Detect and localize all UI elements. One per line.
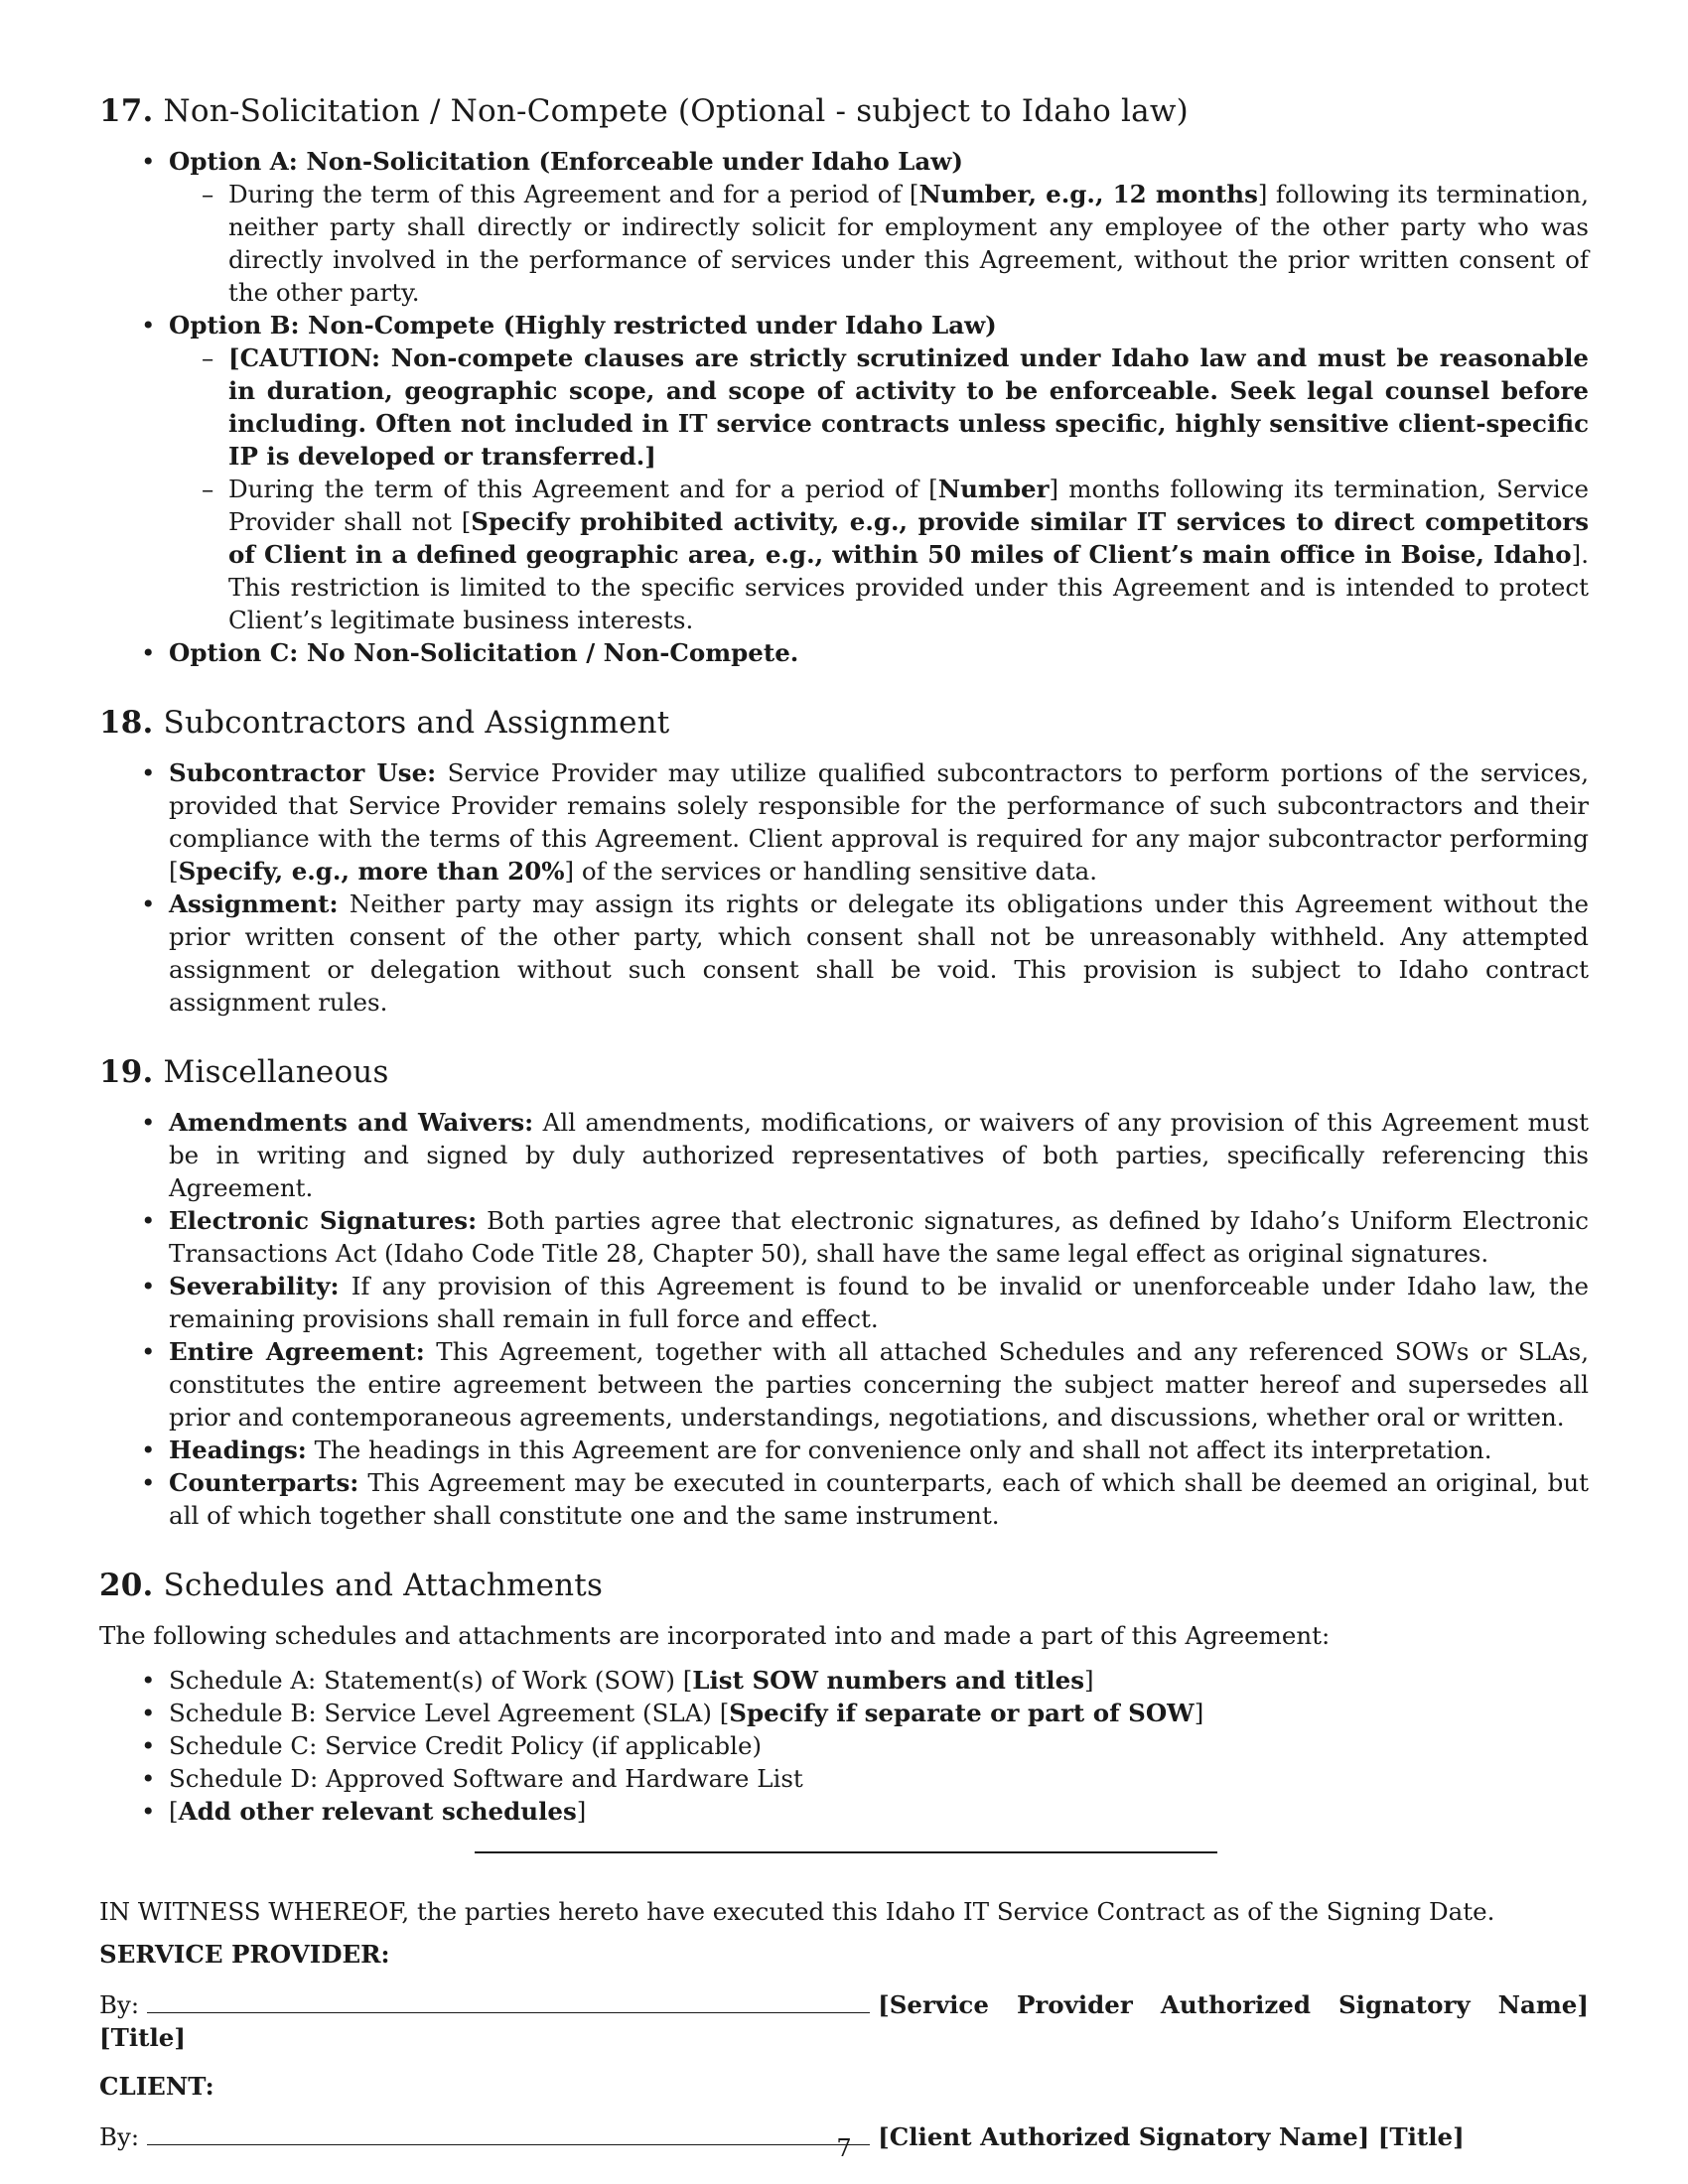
list-item: • Electronic Signatures: Both parties agree that electronic signatures, as defined by Idaho’s Uniform Electronic Transactions Act (Idaho Code Title 28, Chapter 50), shall have the same legal effect as original signatures. [169, 1204, 1589, 1270]
schedule-c: • Schedule C: Service Credit Policy (if applicable) [169, 1729, 1589, 1762]
option-a-label: Option A: Non-Solicitation (Enforceable under Idaho Law) [169, 147, 963, 176]
option-b-caution: – [CAUTION: Non-compete clauses are strictly scrutinized under Idaho law and must be reasonable in duration, geographic scope, and scope of activity to be enforceable. Seek legal counsel before including. Often not included in IT service contracts unless specific, highly sensitive client-specific IP is developed or transferred.] [228, 341, 1589, 473]
section-19 [99, 1052, 1589, 1532]
service-provider-signature-line[interactable] [147, 1990, 870, 2013]
list-item: • Entire Agreement: This Agreement, together with all attached Schedules and any referenced SOWs or SLAs, constitutes the entire agreement between the parties concerning the subject matter hereof and supersedes all prior and contemporaneous agreements, understandings, negotiations, and discussions, whether oral or written. [169, 1335, 1589, 1433]
schedule-other: • [Add other relevant schedules] [169, 1795, 1589, 1828]
section-19-heading: 19. Miscellaneous [99, 1054, 389, 1090]
section-20 [99, 1566, 1589, 1828]
section-17-title: Non-Solicitation / Non-Compete (Optional - subject to Idaho law) [163, 93, 1189, 129]
list-item: • Headings: The headings in this Agreement are for convenience only and shall not affect its interpretation. [169, 1433, 1589, 1466]
section-20-title: Schedules and Attachments [163, 1568, 604, 1603]
document-page [99, 91, 1589, 2169]
option-b [169, 309, 1589, 636]
client-signatory-title: Title [1389, 2122, 1454, 2151]
client-signature-row: By: [Client Authorized Signatory Name] [Title] [99, 2122, 1465, 2151]
section-18 [99, 703, 1589, 1019]
schedule-b: • Schedule B: Service Level Agreement (SLA) [Specify if separate or part of SOW] [169, 1697, 1589, 1729]
list-item: • Amendments and Waivers: All amendments, modifications, or waivers of any provision of this Agreement must be in writing and signed by duly authorized representatives of both parties, specifically referencing this Agreement. [169, 1106, 1589, 1204]
service-provider-label: SERVICE PROVIDER: [99, 1940, 390, 1969]
section-17 [99, 91, 1589, 669]
subcontractor-use-item: • Subcontractor Use: Service Provider may utilize qualified subcontractors to perform portions of the services, provided that Service Provider remains solely responsible for the performance of such subcontractors and their compliance with the terms of this Agreement. Client approval is required for any major subcontractor performing [Specify, e.g., more than 20%] of the services or handling sensitive data. [169, 756, 1589, 887]
list-item: • Counterparts: This Agreement may be executed in counterparts, each of which shall be deemed an original, but all of which together shall constitute one and the same instrument. [169, 1466, 1589, 1532]
section-17-options [99, 145, 1589, 669]
service-provider-signatory-title: Title [110, 2023, 175, 2052]
schedule-a: • Schedule A: Statement(s) of Work (SOW) [List SOW numbers and titles] [169, 1664, 1589, 1697]
option-a-text: – During the term of this Agreement and for a period of [Number, e.g., 12 months] following its termination, neither party shall directly or indirectly solicit for employment any employee of the other party who was directly involved in the performance of services under this Agreement, without the prior written consent of the other party. [228, 178, 1589, 309]
option-c [169, 636, 1589, 669]
witness-statement: IN WITNESS WHEREOF, the parties hereto have executed this Idaho IT Service Contract as of the Signing Date. [99, 1897, 1495, 1926]
option-c-label: Option C: No Non-Solicitation / Non-Compete. [169, 638, 799, 667]
list-item: • Severability: If any provision of this Agreement is found to be invalid or unenforceable under Idaho law, the remaining provisions shall remain in full force and effect. [169, 1270, 1589, 1335]
option-b-label: Option B: Non-Compete (Highly restricted under Idaho Law) [169, 311, 997, 340]
schedule-list [99, 1664, 1589, 1828]
service-provider-signatory-name: Service Provider Authorized Signatory Name [889, 1990, 1578, 2019]
section-18-heading: 18. Subcontractors and Assignment [99, 705, 670, 741]
schedule-d: • Schedule D: Approved Software and Hardware List [169, 1762, 1589, 1795]
option-b-text: – During the term of this Agreement and for a period of [Number] months following its termination, Service Provider shall not [Specify prohibited activity, e.g., provide similar IT services to direct competitors of Client in a defined geographic area, e.g., within 50 miles of Client’s main office in Boise, Idaho]. This restriction is limited to the specific services provided under this Agreement and is intended to protect Client’s legitimate business interests. [228, 473, 1589, 636]
section-17-heading: 17. Non-Solicitation / Non-Compete (Optional - subject to Idaho law) [99, 93, 1189, 129]
client-label: CLIENT: [99, 2072, 214, 2101]
section-20-intro: The following schedules and attachments are incorporated into and made a part of this Agreement: [99, 1621, 1331, 1650]
section-19-title: Miscellaneous [163, 1054, 389, 1090]
assignment-item: • Assignment: Neither party may assign its rights or delegate its obligations under this Agreement without the prior written consent of the other party, which consent shall not be unreasonably withheld. Any attempted assignment or delegation without such consent shall be void. This provision is subject to Idaho contract assignment rules. [169, 887, 1589, 1019]
horizontal-divider [475, 1851, 1217, 1853]
page-number: 7 [836, 2134, 852, 2162]
section-20-heading: 20. Schedules and Attachments [99, 1568, 604, 1603]
client-signatory-name: Client Authorized Signatory Name [889, 2122, 1358, 2151]
option-a [169, 145, 1589, 309]
section-18-title: Subcontractors and Assignment [163, 705, 670, 741]
service-provider-signature-row: By: [Service Provider Authorized Signatory Name] [Title] [99, 1990, 1589, 2052]
